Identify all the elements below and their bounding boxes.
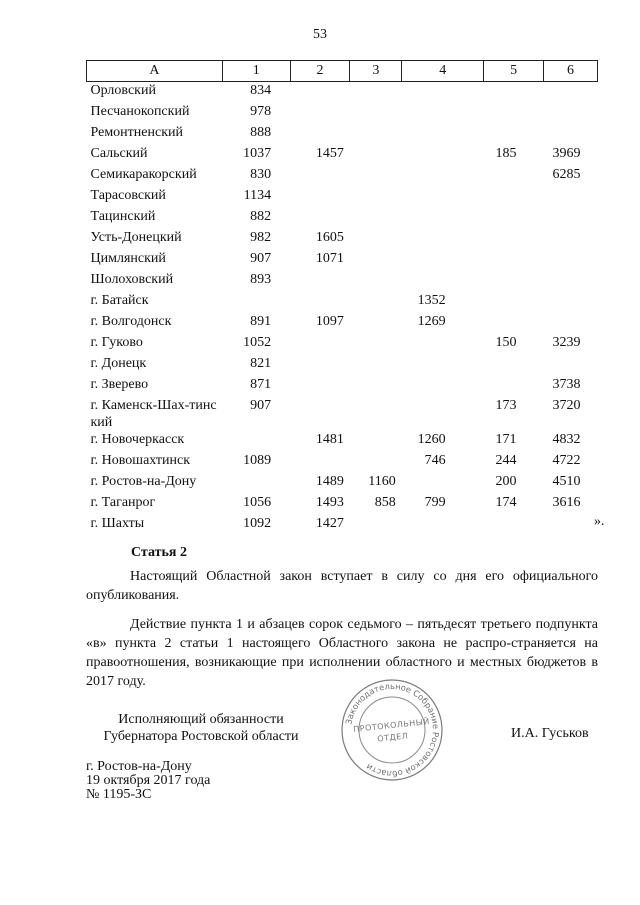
- value-cell: [350, 229, 402, 250]
- value-cell: [484, 271, 544, 292]
- value-cell: [290, 187, 350, 208]
- value-cell: 3969: [552, 146, 581, 161]
- value-cell: 4510: [552, 474, 581, 489]
- table-row: [87, 103, 598, 124]
- column-header: 2: [290, 61, 350, 82]
- value-cell: [402, 187, 484, 208]
- value-cell: [544, 103, 598, 124]
- table-row: [87, 515, 598, 536]
- value-cell: 888: [250, 125, 272, 140]
- value-cell: [222, 473, 290, 494]
- value-cell: [350, 250, 402, 271]
- value-cell: 3616: [552, 495, 581, 510]
- value-cell: [544, 355, 598, 376]
- column-header: 3: [350, 61, 402, 82]
- value-cell: 1097: [315, 314, 344, 329]
- value-cell: 1605: [315, 230, 344, 245]
- table-row: [87, 431, 598, 452]
- value-cell: [402, 166, 484, 187]
- table-row: [87, 229, 598, 250]
- value-cell: [402, 208, 484, 229]
- value-cell: 171: [495, 432, 517, 447]
- table-row: [87, 208, 598, 229]
- value-cell: [402, 334, 484, 355]
- value-cell: 891: [250, 314, 272, 329]
- value-cell: 1427: [315, 516, 344, 531]
- column-header: А: [87, 61, 223, 82]
- value-cell: 1493: [315, 495, 344, 510]
- row-name-cell: Цимлянский: [90, 251, 166, 266]
- value-cell: [350, 334, 402, 355]
- value-cell: [484, 355, 544, 376]
- value-cell: 907: [250, 251, 272, 266]
- value-cell: 830: [250, 167, 272, 182]
- signatory-position: [92, 711, 310, 745]
- value-cell: 150: [495, 335, 517, 350]
- row-name-cell: г. Донецк: [90, 356, 147, 371]
- value-cell: [544, 82, 598, 104]
- table-row: [87, 82, 598, 104]
- value-cell: 1457: [315, 146, 344, 161]
- value-cell: [350, 271, 402, 292]
- value-cell: [290, 376, 350, 397]
- table-row: [87, 271, 598, 292]
- value-cell: [544, 313, 598, 334]
- value-cell: [350, 355, 402, 376]
- value-cell: 746: [424, 453, 446, 468]
- row-name-cell: Орловский: [90, 83, 156, 98]
- value-cell: 200: [495, 474, 517, 489]
- value-cell: 821: [250, 356, 272, 371]
- column-header: 4: [402, 61, 484, 82]
- value-cell: 1052: [243, 335, 272, 350]
- table-row: [87, 187, 598, 208]
- value-cell: [484, 250, 544, 271]
- position-line: Губернатора Ростовской области: [103, 729, 299, 744]
- row-name-cell: Тацинский: [90, 209, 156, 224]
- row-name-cell: г. Таганрог: [90, 495, 156, 510]
- article-paragraph: Действие пункта 1 и абзацев сорок седьмого – пятьдесят третьего подпункта «в» пункта 2 статьи 1 настоящего Областного закона не распро-страняется на правоотношения, возникающие при исполнении областного и местных бюджетов в 2017 году.: [86, 617, 598, 689]
- value-cell: 1134: [243, 188, 272, 203]
- row-name-cell: г. Новочеркасск: [90, 432, 185, 447]
- table-row: [87, 292, 598, 313]
- table-body: [87, 82, 598, 537]
- value-cell: [544, 515, 598, 536]
- value-cell: [290, 292, 350, 313]
- value-cell: [290, 82, 350, 104]
- official-stamp: [340, 678, 444, 782]
- article-title: Статья 2: [131, 545, 187, 560]
- page-number: 53: [313, 27, 327, 42]
- value-cell: [290, 103, 350, 124]
- value-cell: [544, 271, 598, 292]
- value-cell: [544, 208, 598, 229]
- position-line: Исполняющий обязанности: [118, 712, 284, 727]
- value-cell: 871: [250, 377, 272, 392]
- row-name-cell: Песчанокопский: [90, 104, 190, 119]
- value-cell: [350, 515, 402, 536]
- table-row: [87, 124, 598, 145]
- row-name-cell: Семикаракорский: [90, 167, 197, 182]
- value-cell: 4722: [552, 453, 581, 468]
- row-name-cell: г. Зверево: [90, 377, 149, 392]
- value-cell: [222, 292, 290, 313]
- value-cell: 174: [495, 495, 517, 510]
- value-cell: 907: [250, 398, 272, 413]
- value-cell: [402, 250, 484, 271]
- value-cell: [402, 515, 484, 536]
- table-row: [87, 473, 598, 494]
- value-cell: [544, 250, 598, 271]
- value-cell: [350, 208, 402, 229]
- value-cell: [290, 124, 350, 145]
- value-cell: 1269: [417, 314, 446, 329]
- value-cell: [402, 145, 484, 166]
- data-table: [86, 60, 598, 536]
- value-cell: 4832: [552, 432, 581, 447]
- value-cell: [484, 124, 544, 145]
- table-row: [87, 355, 598, 376]
- value-cell: [484, 292, 544, 313]
- row-name-cell: г. Волгодонск: [90, 314, 172, 329]
- value-cell: [484, 229, 544, 250]
- value-cell: 1037: [243, 146, 272, 161]
- value-cell: [290, 166, 350, 187]
- column-header: 6: [544, 61, 598, 82]
- table-row: [87, 376, 598, 397]
- value-cell: [484, 103, 544, 124]
- row-name-cell: г. Гуково: [90, 335, 143, 350]
- column-header: 1: [222, 61, 290, 82]
- value-cell: [484, 187, 544, 208]
- value-cell: [350, 313, 402, 334]
- row-name-cell: г. Батайск: [90, 293, 149, 308]
- value-cell: [402, 124, 484, 145]
- value-cell: [290, 452, 350, 473]
- value-cell: [350, 431, 402, 452]
- value-cell: [484, 82, 544, 104]
- value-cell: 1089: [243, 453, 272, 468]
- table-closing-mark: ».: [594, 514, 605, 529]
- value-cell: 185: [495, 146, 517, 161]
- value-cell: 799: [424, 495, 446, 510]
- table-row: [87, 452, 598, 473]
- value-cell: 893: [250, 272, 272, 287]
- value-cell: [402, 82, 484, 104]
- table-row: [87, 166, 598, 187]
- value-cell: [484, 515, 544, 536]
- value-cell: [544, 292, 598, 313]
- value-cell: [290, 397, 350, 431]
- value-cell: [290, 271, 350, 292]
- table-row: [87, 313, 598, 334]
- value-cell: 882: [250, 209, 272, 224]
- value-cell: [484, 313, 544, 334]
- svg-text:ОТДЕЛ: ОТДЕЛ: [376, 731, 409, 744]
- svg-text:ПРОТОКОЛЬНЫЙ: ПРОТОКОЛЬНЫЙ: [352, 717, 431, 735]
- value-cell: 834: [250, 83, 272, 98]
- stamp-outer-text: Законодательное Собрание Ростовской области: [343, 680, 442, 780]
- value-cell: [402, 473, 484, 494]
- value-cell: 978: [250, 104, 272, 119]
- row-name-cell: Усть-Донецкий: [90, 230, 182, 245]
- table-row: [87, 397, 598, 431]
- value-cell: 3738: [552, 377, 581, 392]
- value-cell: 1481: [315, 432, 344, 447]
- table-row: [87, 494, 598, 515]
- date: 19 октября 2017 года: [86, 773, 211, 788]
- value-cell: [544, 124, 598, 145]
- value-cell: [402, 271, 484, 292]
- value-cell: 1160: [368, 474, 396, 489]
- value-cell: [350, 82, 402, 104]
- value-cell: 982: [250, 230, 272, 245]
- value-cell: [350, 376, 402, 397]
- article-paragraph: Настоящий Областной закон вступает в силу со дня его официального опубликования.: [86, 569, 598, 603]
- value-cell: [350, 124, 402, 145]
- value-cell: 1489: [315, 474, 344, 489]
- row-name-cell: Тарасовский: [90, 188, 166, 203]
- value-cell: 173: [495, 398, 517, 413]
- value-cell: 1092: [243, 516, 272, 531]
- value-cell: 858: [374, 495, 396, 510]
- row-name-cell: г. Каменск-Шах-тинский: [90, 398, 217, 430]
- value-cell: [402, 355, 484, 376]
- value-cell: [290, 334, 350, 355]
- row-name-cell: Сальский: [90, 146, 148, 161]
- table-row: [87, 145, 598, 166]
- value-cell: 1071: [315, 251, 344, 266]
- table-row: [87, 250, 598, 271]
- row-name-cell: г. Шахты: [90, 516, 145, 531]
- value-cell: [350, 166, 402, 187]
- row-name-cell: г. Ростов-на-Дону: [90, 474, 197, 489]
- value-cell: 1352: [417, 293, 446, 308]
- value-cell: 6285: [552, 167, 581, 182]
- value-cell: [484, 376, 544, 397]
- value-cell: [544, 187, 598, 208]
- value-cell: [484, 208, 544, 229]
- value-cell: 1260: [417, 432, 446, 447]
- value-cell: [544, 229, 598, 250]
- value-cell: [350, 103, 402, 124]
- row-name-cell: г. Новошахтинск: [90, 453, 191, 468]
- value-cell: [350, 397, 402, 431]
- value-cell: [402, 376, 484, 397]
- column-header: 5: [484, 61, 544, 82]
- row-name-cell: Ремонтненский: [90, 125, 183, 140]
- value-cell: 244: [495, 453, 517, 468]
- value-cell: [350, 145, 402, 166]
- value-cell: 3239: [552, 335, 581, 350]
- value-cell: [290, 208, 350, 229]
- value-cell: [350, 292, 402, 313]
- table-row: [87, 334, 598, 355]
- value-cell: [290, 355, 350, 376]
- law-number: № 1195-ЗС: [86, 787, 152, 802]
- signatory-name: И.А. Гуськов: [511, 726, 589, 741]
- value-cell: [350, 187, 402, 208]
- value-cell: [402, 397, 484, 431]
- value-cell: [350, 452, 402, 473]
- value-cell: [402, 103, 484, 124]
- value-cell: 1056: [243, 495, 272, 510]
- value-cell: 3720: [552, 398, 581, 413]
- city: г. Ростов-на-Дону: [86, 759, 192, 774]
- value-cell: [222, 431, 290, 452]
- table-header-row: [87, 61, 598, 82]
- row-name-cell: Шолоховский: [90, 272, 174, 287]
- value-cell: [484, 166, 544, 187]
- value-cell: [402, 229, 484, 250]
- place-date-block: [86, 760, 210, 802]
- stamp-inner-text: [353, 715, 432, 746]
